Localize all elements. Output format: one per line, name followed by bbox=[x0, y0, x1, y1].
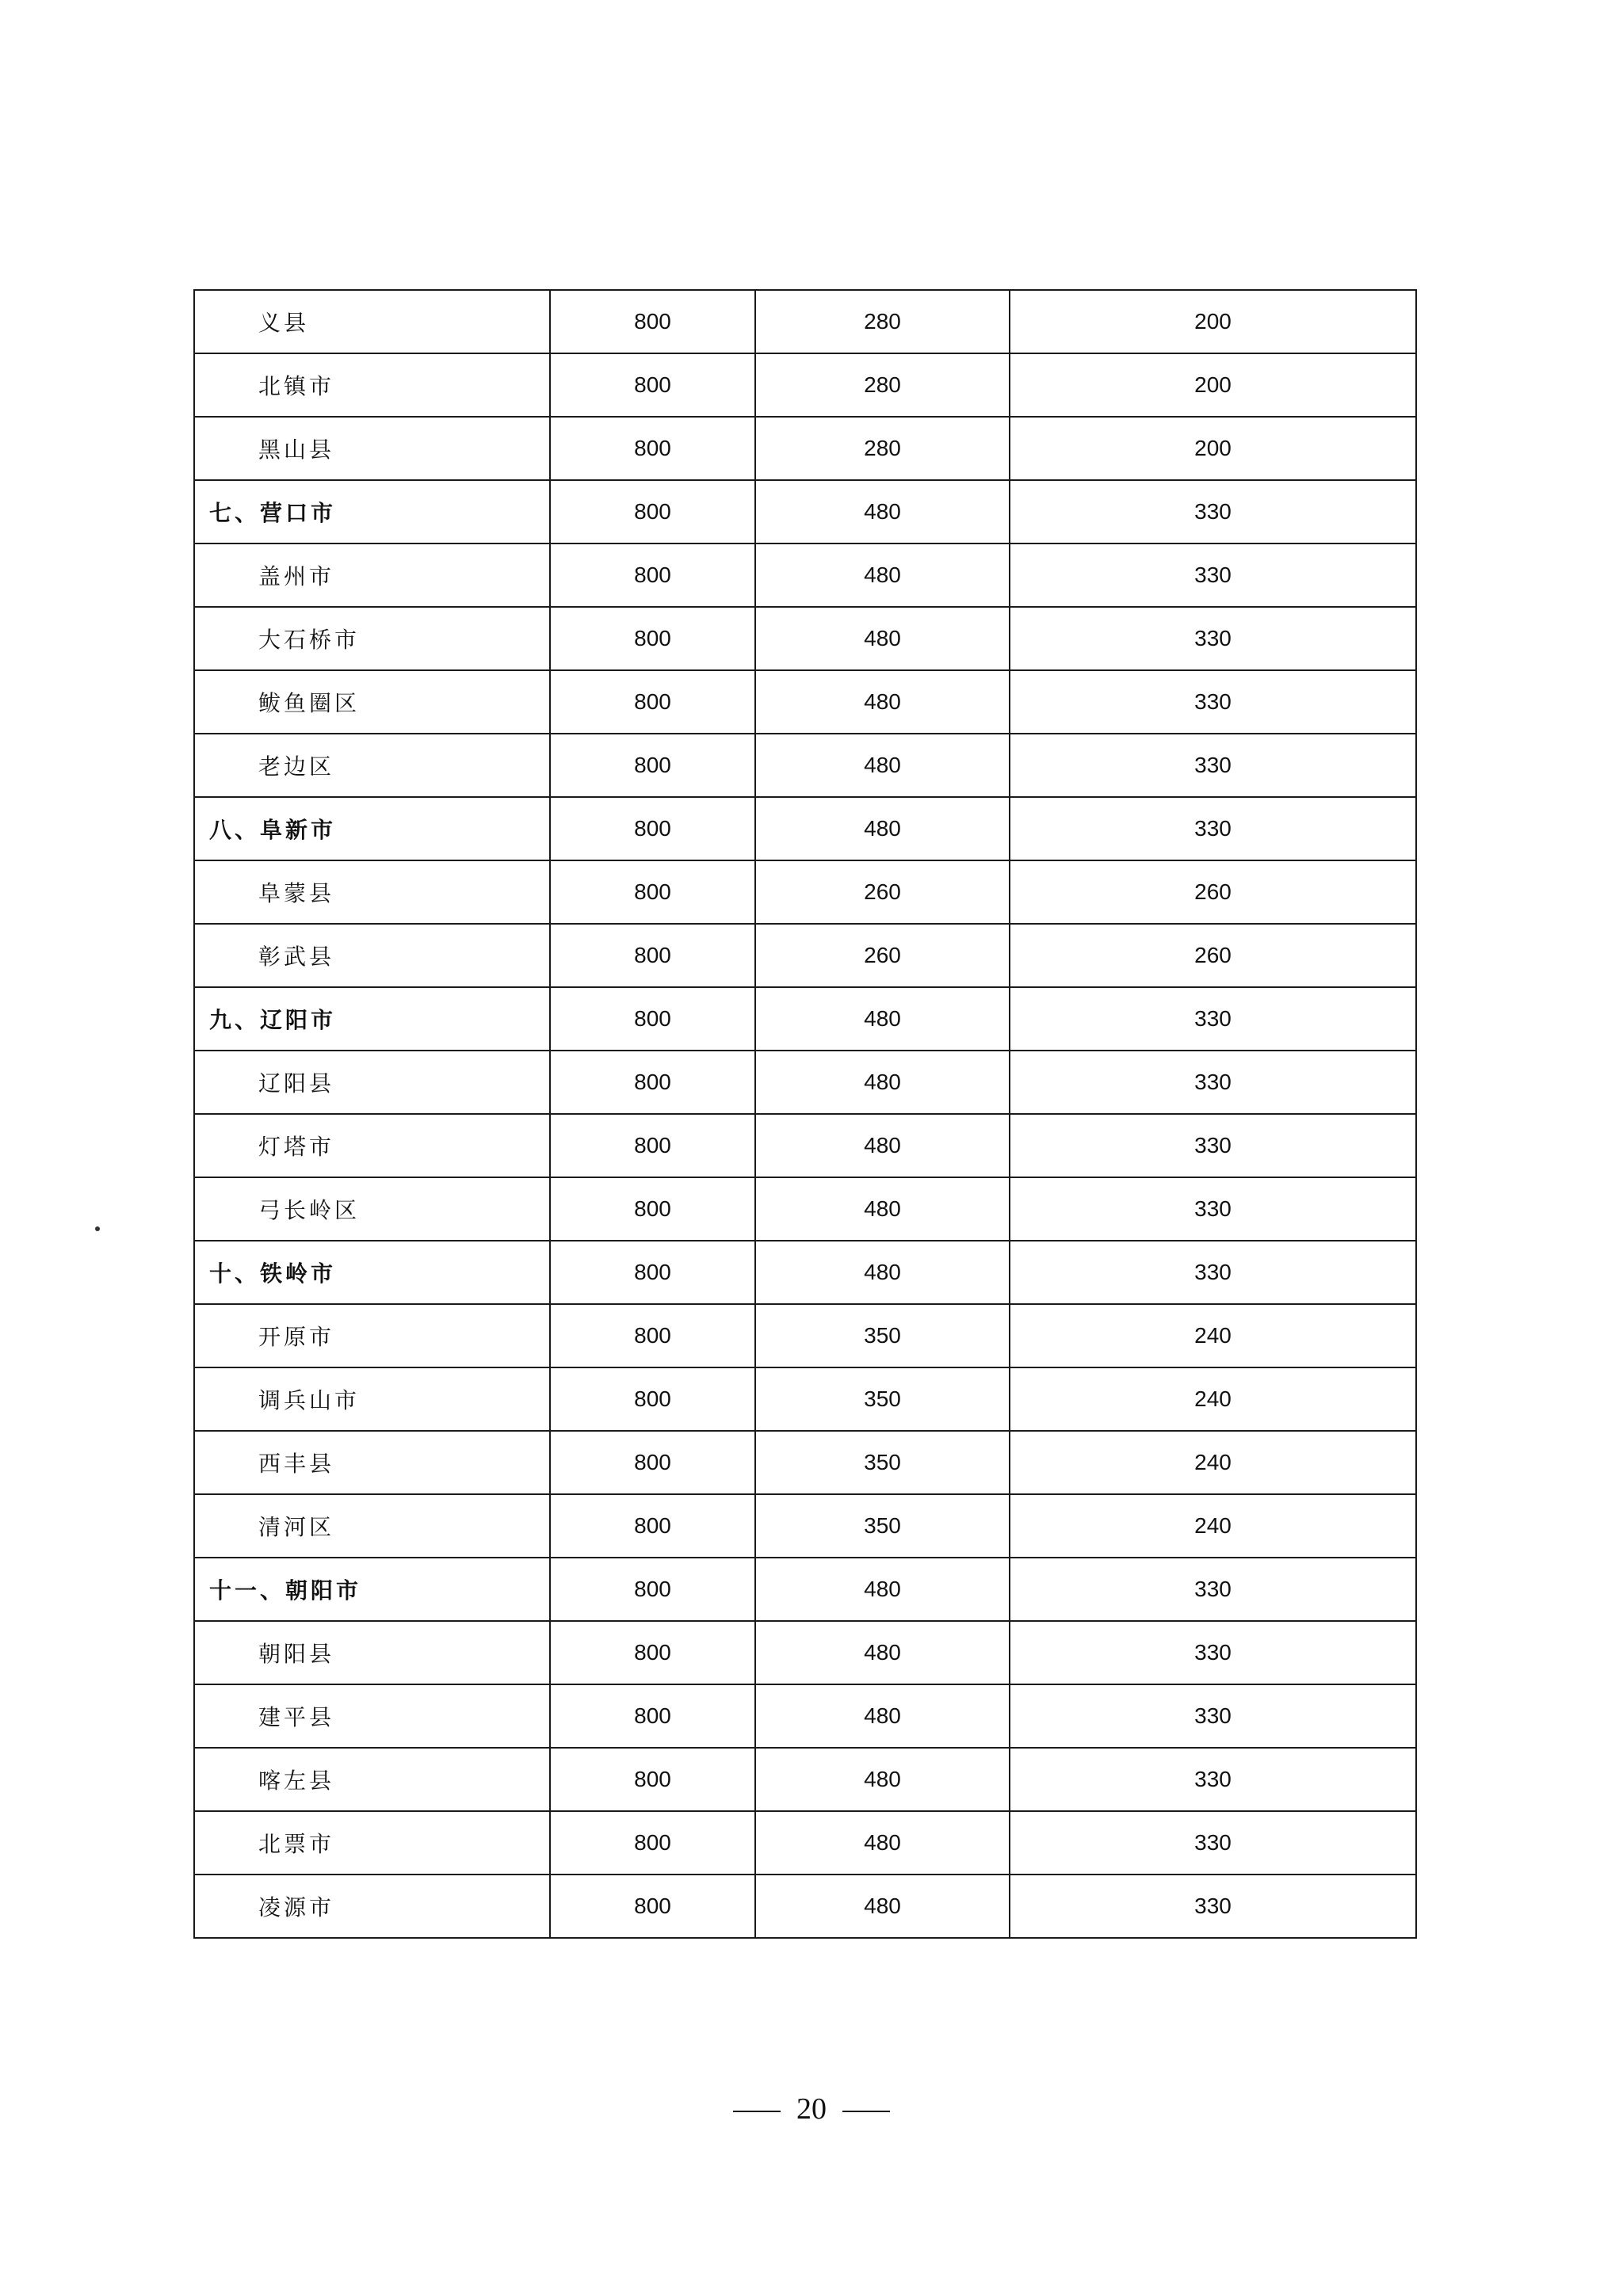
table-row bbox=[194, 1114, 1416, 1177]
value-cell-col2: 480 bbox=[755, 1051, 1010, 1114]
value-cell-col3: 260 bbox=[1010, 924, 1416, 987]
table-row bbox=[194, 1304, 1416, 1367]
value-cell-col2: 480 bbox=[755, 1875, 1010, 1938]
value-cell-col2: 480 bbox=[755, 1748, 1010, 1811]
table-row bbox=[194, 290, 1416, 353]
value-cell-col3: 330 bbox=[1010, 987, 1416, 1051]
county-name-cell: 鲅鱼圈区 bbox=[194, 670, 550, 734]
value-cell-col2: 480 bbox=[755, 480, 1010, 543]
value-cell-col2: 480 bbox=[755, 607, 1010, 670]
value-cell-col1: 800 bbox=[550, 1558, 755, 1621]
scan-speck bbox=[95, 1226, 100, 1231]
county-name-cell: 义县 bbox=[194, 290, 550, 353]
value-cell-col3: 240 bbox=[1010, 1494, 1416, 1558]
right-dash bbox=[842, 2111, 890, 2112]
value-cell-col2: 480 bbox=[755, 1684, 1010, 1748]
value-cell-col2: 350 bbox=[755, 1431, 1010, 1494]
value-cell-col1: 800 bbox=[550, 924, 755, 987]
value-cell-col1: 800 bbox=[550, 1875, 755, 1938]
value-cell-col2: 480 bbox=[755, 987, 1010, 1051]
county-name-cell: 朝阳县 bbox=[194, 1621, 550, 1684]
value-cell-col3: 240 bbox=[1010, 1367, 1416, 1431]
value-cell-col1: 800 bbox=[550, 480, 755, 543]
county-name-cell: 黑山县 bbox=[194, 417, 550, 480]
value-cell-col2: 280 bbox=[755, 290, 1010, 353]
value-cell-col2: 480 bbox=[755, 1114, 1010, 1177]
value-cell-col2: 480 bbox=[755, 1558, 1010, 1621]
value-cell-col1: 800 bbox=[550, 1177, 755, 1241]
value-cell-col3: 330 bbox=[1010, 607, 1416, 670]
value-cell-col1: 800 bbox=[550, 987, 755, 1051]
value-cell-col3: 260 bbox=[1010, 860, 1416, 924]
table-row bbox=[194, 987, 1416, 1051]
table-row bbox=[194, 860, 1416, 924]
county-name-cell: 建平县 bbox=[194, 1684, 550, 1748]
table-row bbox=[194, 480, 1416, 543]
table-row bbox=[194, 670, 1416, 734]
county-name-cell: 灯塔市 bbox=[194, 1114, 550, 1177]
table-row bbox=[194, 1051, 1416, 1114]
value-cell-col2: 350 bbox=[755, 1367, 1010, 1431]
table-row bbox=[194, 1494, 1416, 1558]
value-cell-col2: 350 bbox=[755, 1494, 1010, 1558]
county-name-cell: 弓长岭区 bbox=[194, 1177, 550, 1241]
city-name-cell: 十、铁岭市 bbox=[194, 1241, 550, 1304]
value-cell-col2: 260 bbox=[755, 924, 1010, 987]
value-cell-col1: 800 bbox=[550, 1811, 755, 1875]
county-name-cell: 大石桥市 bbox=[194, 607, 550, 670]
value-cell-col3: 330 bbox=[1010, 1684, 1416, 1748]
table-row bbox=[194, 1177, 1416, 1241]
value-cell-col3: 330 bbox=[1010, 480, 1416, 543]
page-footer bbox=[0, 2092, 1623, 2126]
value-cell-col1: 800 bbox=[550, 670, 755, 734]
value-cell-col3: 330 bbox=[1010, 1241, 1416, 1304]
value-cell-col1: 800 bbox=[550, 353, 755, 417]
value-cell-col1: 800 bbox=[550, 734, 755, 797]
value-cell-col3: 330 bbox=[1010, 670, 1416, 734]
table-row bbox=[194, 417, 1416, 480]
value-cell-col1: 800 bbox=[550, 1494, 755, 1558]
value-cell-col1: 800 bbox=[550, 1051, 755, 1114]
city-name-cell: 八、阜新市 bbox=[194, 797, 550, 860]
table-row bbox=[194, 1811, 1416, 1875]
county-name-cell: 凌源市 bbox=[194, 1875, 550, 1938]
county-name-cell: 老边区 bbox=[194, 734, 550, 797]
table-row bbox=[194, 734, 1416, 797]
table-row bbox=[194, 543, 1416, 607]
table-row bbox=[194, 1684, 1416, 1748]
value-cell-col3: 200 bbox=[1010, 417, 1416, 480]
value-cell-col3: 330 bbox=[1010, 1114, 1416, 1177]
value-cell-col3: 330 bbox=[1010, 1811, 1416, 1875]
table-row bbox=[194, 1748, 1416, 1811]
value-cell-col1: 800 bbox=[550, 1241, 755, 1304]
value-cell-col3: 330 bbox=[1010, 1875, 1416, 1938]
table-row bbox=[194, 353, 1416, 417]
value-cell-col3: 240 bbox=[1010, 1304, 1416, 1367]
county-name-cell: 喀左县 bbox=[194, 1748, 550, 1811]
value-cell-col2: 480 bbox=[755, 1241, 1010, 1304]
value-cell-col3: 240 bbox=[1010, 1431, 1416, 1494]
table-row bbox=[194, 1367, 1416, 1431]
county-name-cell: 辽阳县 bbox=[194, 1051, 550, 1114]
county-name-cell: 西丰县 bbox=[194, 1431, 550, 1494]
page-number: 20 bbox=[796, 2092, 827, 2126]
value-cell-col1: 800 bbox=[550, 290, 755, 353]
table-body bbox=[194, 290, 1416, 1938]
value-cell-col2: 350 bbox=[755, 1304, 1010, 1367]
value-cell-col2: 260 bbox=[755, 860, 1010, 924]
left-dash bbox=[733, 2111, 781, 2112]
county-name-cell: 阜蒙县 bbox=[194, 860, 550, 924]
value-cell-col2: 280 bbox=[755, 417, 1010, 480]
value-cell-col3: 330 bbox=[1010, 1177, 1416, 1241]
value-cell-col2: 480 bbox=[755, 797, 1010, 860]
table-row bbox=[194, 1558, 1416, 1621]
table-row bbox=[194, 1875, 1416, 1938]
table-row bbox=[194, 1241, 1416, 1304]
county-name-cell: 北票市 bbox=[194, 1811, 550, 1875]
value-cell-col3: 330 bbox=[1010, 1051, 1416, 1114]
value-cell-col3: 330 bbox=[1010, 1621, 1416, 1684]
county-name-cell: 盖州市 bbox=[194, 543, 550, 607]
county-name-cell: 彰武县 bbox=[194, 924, 550, 987]
county-name-cell: 北镇市 bbox=[194, 353, 550, 417]
table-row bbox=[194, 924, 1416, 987]
city-name-cell: 七、营口市 bbox=[194, 480, 550, 543]
value-cell-col1: 800 bbox=[550, 1621, 755, 1684]
value-cell-col1: 800 bbox=[550, 860, 755, 924]
value-cell-col2: 480 bbox=[755, 734, 1010, 797]
city-name-cell: 十一、朝阳市 bbox=[194, 1558, 550, 1621]
value-cell-col3: 200 bbox=[1010, 290, 1416, 353]
value-cell-col1: 800 bbox=[550, 607, 755, 670]
city-name-cell: 九、辽阳市 bbox=[194, 987, 550, 1051]
value-cell-col3: 330 bbox=[1010, 734, 1416, 797]
value-cell-col1: 800 bbox=[550, 1114, 755, 1177]
value-cell-col2: 280 bbox=[755, 353, 1010, 417]
table-row bbox=[194, 1621, 1416, 1684]
table-row bbox=[194, 797, 1416, 860]
county-name-cell: 调兵山市 bbox=[194, 1367, 550, 1431]
value-cell-col1: 800 bbox=[550, 417, 755, 480]
value-cell-col3: 330 bbox=[1010, 1558, 1416, 1621]
value-cell-col1: 800 bbox=[550, 1431, 755, 1494]
value-cell-col2: 480 bbox=[755, 1621, 1010, 1684]
value-cell-col2: 480 bbox=[755, 670, 1010, 734]
value-cell-col1: 800 bbox=[550, 1367, 755, 1431]
value-cell-col1: 800 bbox=[550, 1684, 755, 1748]
table-row bbox=[194, 607, 1416, 670]
value-cell-col1: 800 bbox=[550, 797, 755, 860]
value-cell-col3: 330 bbox=[1010, 797, 1416, 860]
table-row bbox=[194, 1431, 1416, 1494]
value-cell-col2: 480 bbox=[755, 1811, 1010, 1875]
county-name-cell: 开原市 bbox=[194, 1304, 550, 1367]
value-cell-col2: 480 bbox=[755, 543, 1010, 607]
value-cell-col3: 330 bbox=[1010, 543, 1416, 607]
county-name-cell: 清河区 bbox=[194, 1494, 550, 1558]
value-cell-col1: 800 bbox=[550, 543, 755, 607]
value-cell-col3: 200 bbox=[1010, 353, 1416, 417]
value-cell-col2: 480 bbox=[755, 1177, 1010, 1241]
standards-table bbox=[193, 289, 1417, 1939]
value-cell-col1: 800 bbox=[550, 1304, 755, 1367]
value-cell-col1: 800 bbox=[550, 1748, 755, 1811]
value-cell-col3: 330 bbox=[1010, 1748, 1416, 1811]
